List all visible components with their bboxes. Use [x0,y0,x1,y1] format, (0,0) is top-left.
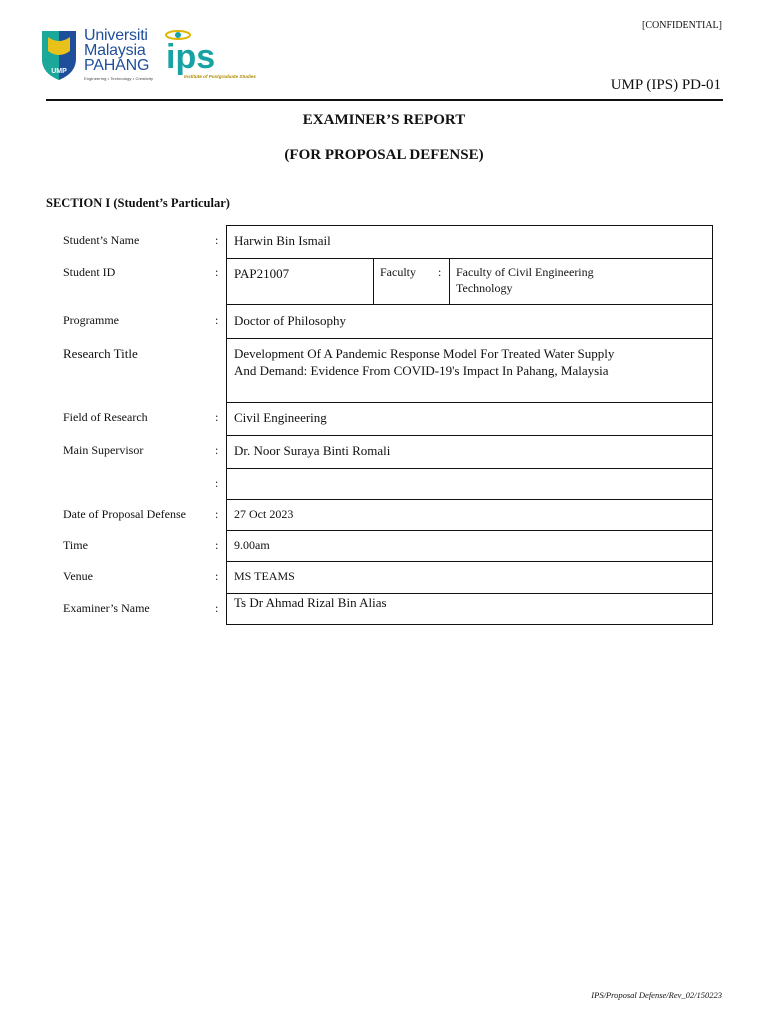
date-of-defense-value: 27 Oct 2023 [234,507,294,521]
examiner-name-label: Examiner’s Name [63,601,150,615]
student-name-value: Harwin Bin Ismail [234,233,331,248]
examiner-name-value: Ts Dr Ahmad Rizal Bin Alias [234,595,387,610]
venue-value: MS TEAMS [234,569,295,583]
ump-shield-text: UMP [51,68,67,75]
ump-wordmark-line1: Universiti [84,27,148,44]
venue-label: Venue [63,569,93,583]
student-name-label: Student’s Name [63,233,140,247]
examiner-name-field [226,593,713,625]
cell-divider [373,259,374,304]
colon: : [215,313,219,327]
programme-label: Programme [63,313,119,327]
colon: : [215,507,219,521]
co-supervisor-field [226,468,713,500]
form-revision-footer: IPS/Proposal Defense/Rev_02/150223 [591,990,722,1000]
student-name-field [226,225,713,259]
field-of-research-field [226,402,713,436]
ump-wordmark-line3: PAHANG [84,57,150,74]
main-supervisor-field [226,435,713,469]
research-title-value-line1: Development Of A Pandemic Response Model For Treated Water Supply [234,346,615,361]
main-supervisor-value: Dr. Noor Suraya Binti Romali [234,443,391,458]
faculty-label: Faculty [380,265,416,279]
field-of-research-value: Civil Engineering [234,410,327,425]
ump-wordmark [84,28,153,81]
ips-wordmark: ips [166,38,216,76]
student-id-value: PAP21007 [234,266,290,281]
cell-divider [449,259,450,304]
time-label: Time [63,538,88,552]
programme-value: Doctor of Philosophy [234,313,346,328]
colon: : [215,265,219,279]
main-supervisor-label: Main Supervisor [63,443,144,457]
colon: : [215,538,219,552]
document-reference: UMP (IPS) PD-01 [610,77,721,93]
student-id-label: Student ID [63,265,116,279]
ump-wordmark-line2: Malaysia [84,42,146,59]
research-title-label: Research Title [63,346,138,361]
venue-field [226,561,713,594]
field-of-research-label: Field of Research [63,410,148,424]
programme-field [226,304,713,339]
date-of-defense-field [226,499,713,531]
ump-tagline: Engineering • Technology • Creativity [84,76,154,81]
time-field [226,530,713,562]
colon: : [215,443,219,457]
research-title-value-line2: And Demand: Evidence From COVID-19's Impact In Pahang, Malaysia [234,363,609,378]
report-subtitle: (FOR PROPOSAL DEFENSE) [284,147,484,163]
header-divider [46,99,723,101]
faculty-value-line2: Technology [456,281,513,295]
ump-shield-logo [40,29,78,81]
faculty-colon: : [438,265,442,279]
ips-logo [164,26,256,86]
colon: : [215,233,219,247]
ips-subtitle: Institute of Postgraduate Studies [184,74,256,79]
colon: : [215,569,219,583]
date-of-defense-label: Date of Proposal Defense [63,507,186,521]
faculty-value-line1: Faculty of Civil Engineering [456,265,594,279]
research-title-field [226,338,713,403]
colon: : [215,410,219,424]
confidential-label: [CONFIDENTIAL] [642,20,722,31]
section-heading: SECTION I (Student’s Particular) [46,196,230,210]
report-title: EXAMINER’S REPORT [302,112,466,128]
time-value: 9.00am [234,538,270,552]
colon: : [215,601,219,615]
student-id-faculty-field [226,258,713,305]
colon: : [215,476,219,490]
